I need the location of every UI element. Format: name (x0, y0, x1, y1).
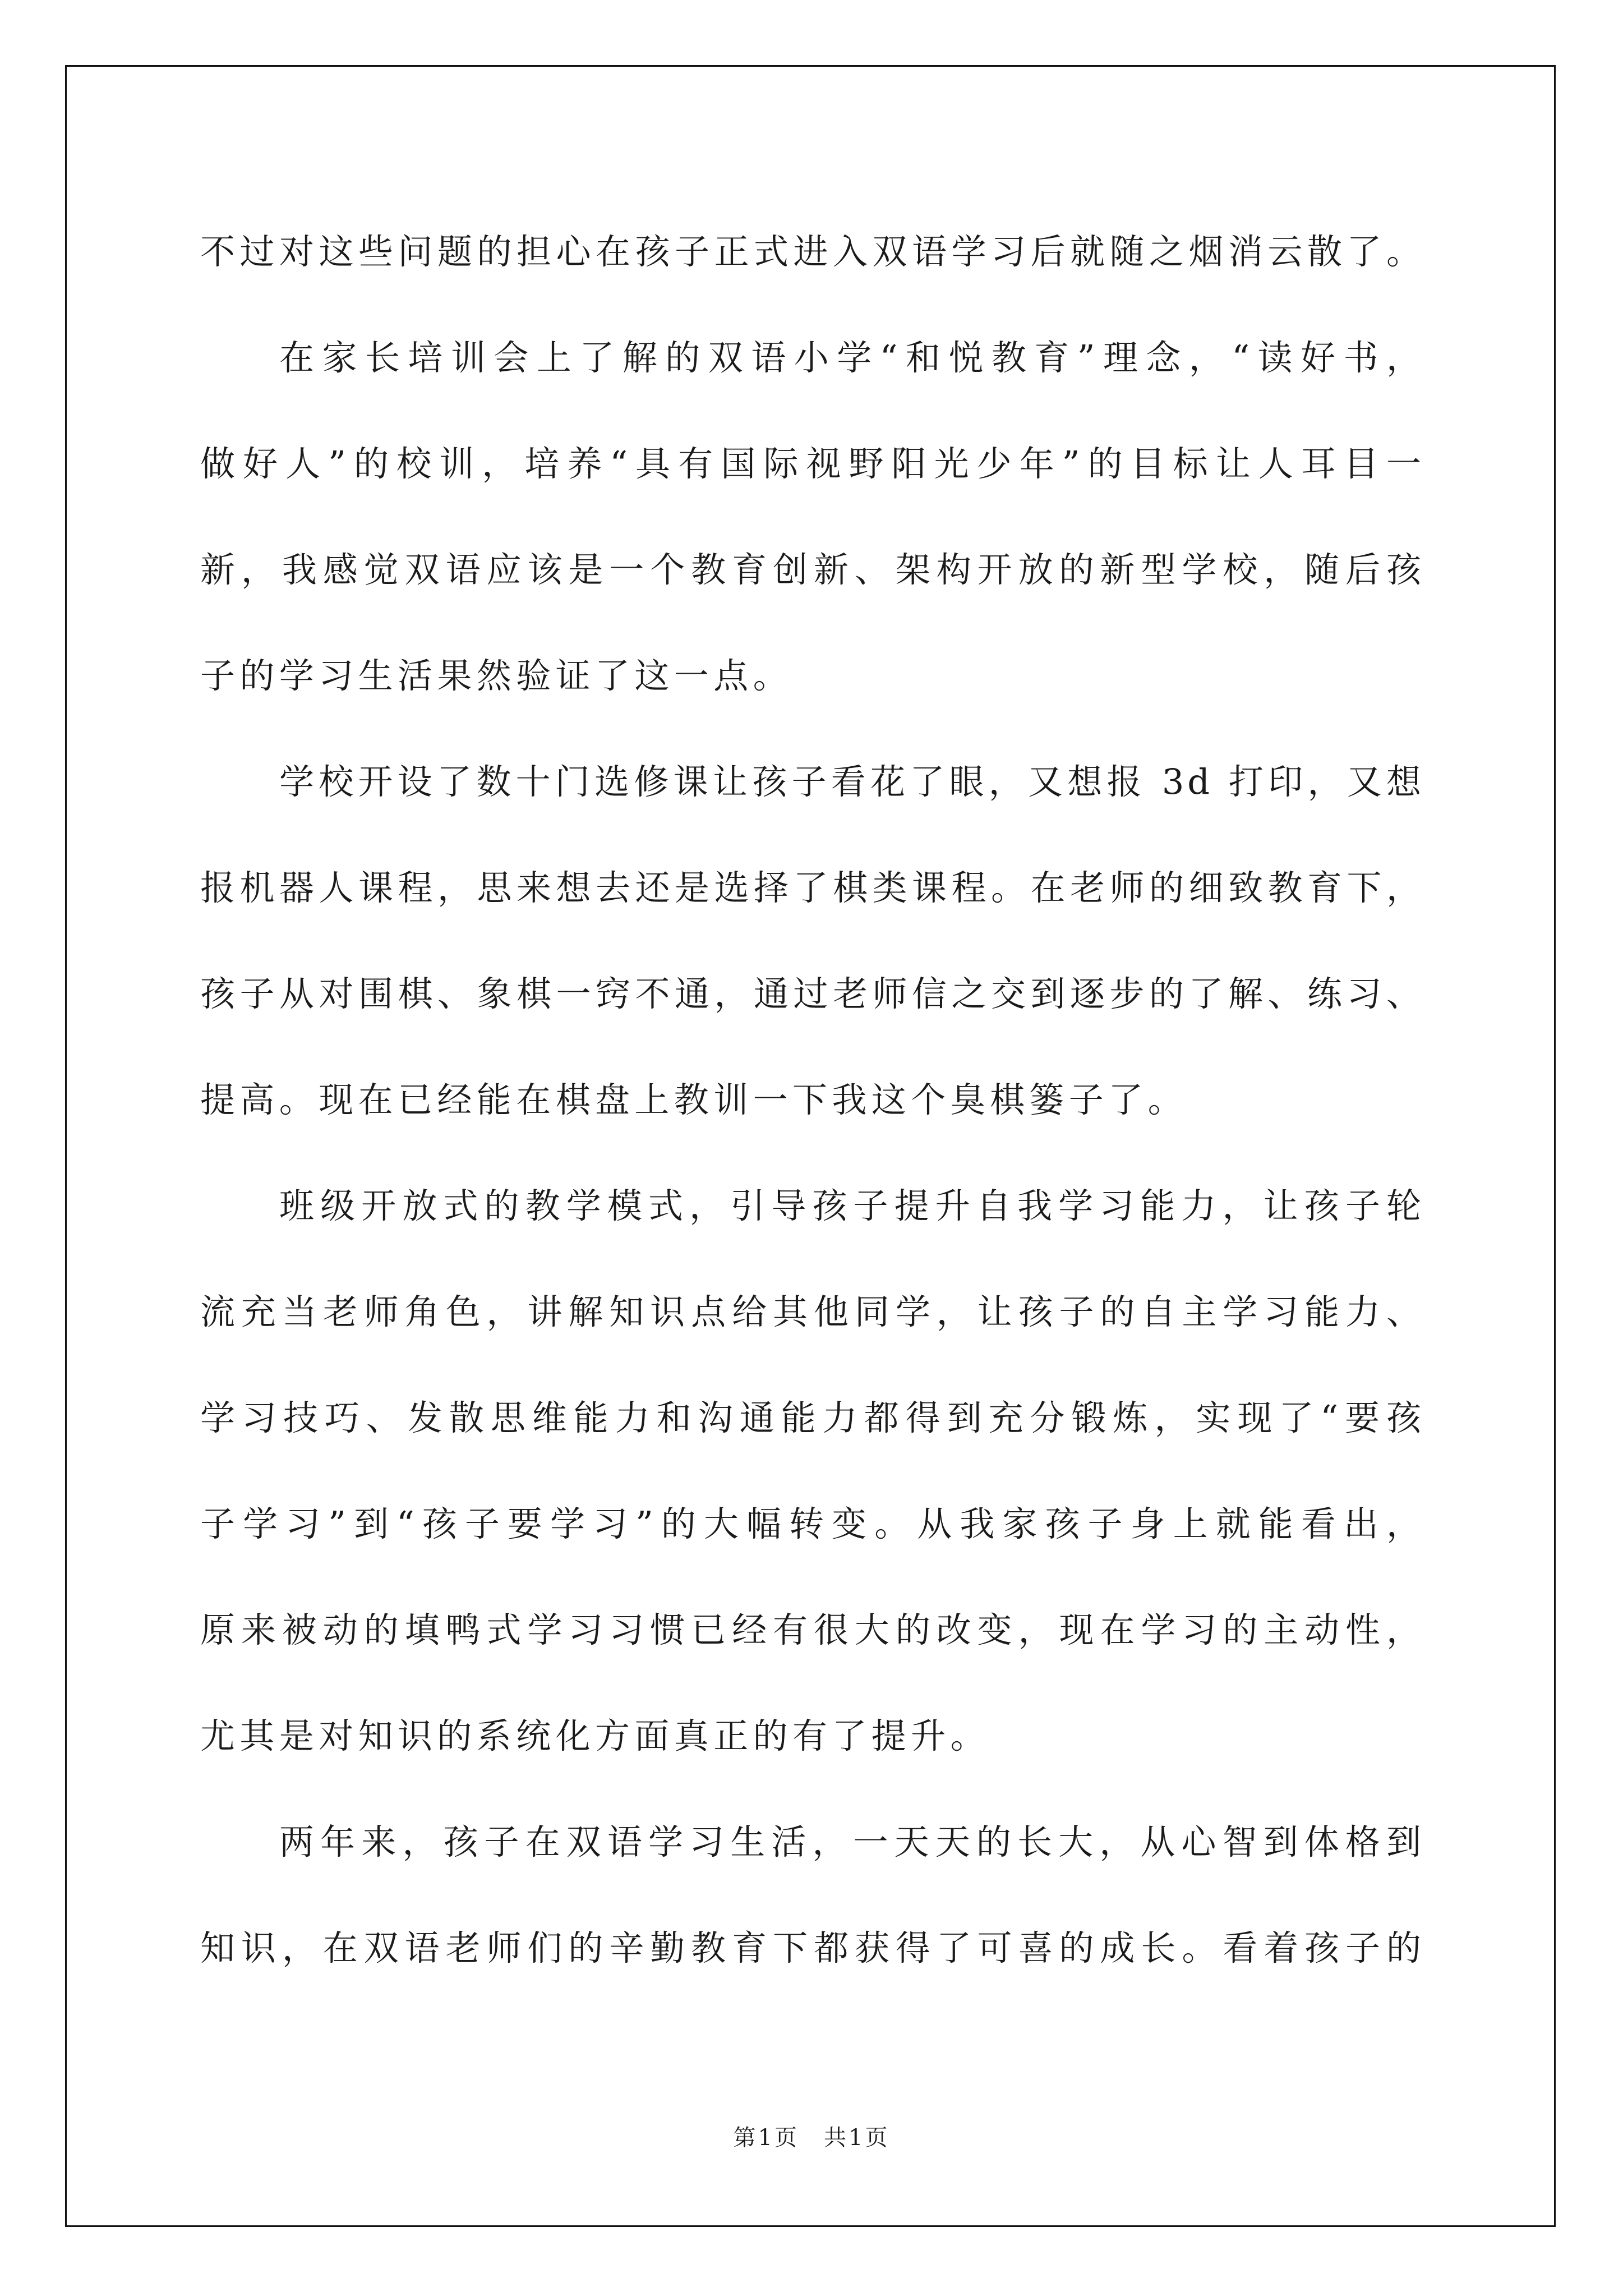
text-line: 班级开放式的教学模式，引导孩子提升自我学习能力，让孩子轮 (279, 1185, 1424, 1226)
text-line: 流充当老师角色，讲解知识点给其他同学，让孩子的自主学习能力、 (200, 1291, 1424, 1332)
page-footer: 第1页 共1页 (733, 2125, 890, 2151)
paragraph (200, 1789, 1424, 2001)
text-line: 在家长培训会上了解的双语小学“和悦教育”理念，“读好书， (279, 337, 1424, 378)
text-line: 知识，在双语老师们的辛勤教育下都获得了可喜的成长。看着孩子的 (200, 1927, 1424, 1968)
paragraph (200, 199, 1424, 305)
text-line: 不过对这些问题的担心在孩子正式进入双语学习后就随之烟消云散了。 (200, 231, 1424, 272)
text-line: 孩子从对围棋、象棋一窍不通，通过老师信之交到逐步的了解、练习、 (200, 973, 1424, 1014)
text-line: 原来被动的填鸭式学习习惯已经有很大的改变，现在学习的主动性， (200, 1609, 1424, 1650)
text-line: 提高。现在已经能在棋盘上教训一下我这个臭棋篓子了。 (200, 1079, 1188, 1120)
text-line: 两年来，孩子在双语学习生活，一天天的长大，从心智到体格到 (279, 1821, 1424, 1862)
text-line: 做好人”的校训，培养“具有国际视野阳光少年”的目标让人耳目一 (200, 443, 1424, 484)
text-line: 子的学习生活果然验证了这一点。 (200, 655, 793, 696)
text-line: 学习技巧、发散思维能力和沟通能力都得到充分锻炼，实现了“要孩 (200, 1397, 1424, 1438)
text-line: 尤其是对知识的系统化方面真正的有了提升。 (200, 1715, 990, 1756)
paragraph (200, 305, 1424, 729)
document-body (200, 199, 1424, 2001)
paragraph (200, 729, 1424, 1153)
text-line: 学校开设了数十门选修课让孩子看花了眼，又想报 3d 打印，又想 (279, 761, 1424, 802)
text-line: 新，我感觉双语应该是一个教育创新、架构开放的新型学校，随后孩 (200, 549, 1424, 590)
paragraph (200, 1153, 1424, 1789)
text-line: 子学习”到“孩子要学习”的大幅转变。从我家孩子身上就能看出， (200, 1503, 1424, 1544)
text-line: 报机器人课程，思来想去还是选择了棋类课程。在老师的细致教育下， (200, 867, 1424, 908)
